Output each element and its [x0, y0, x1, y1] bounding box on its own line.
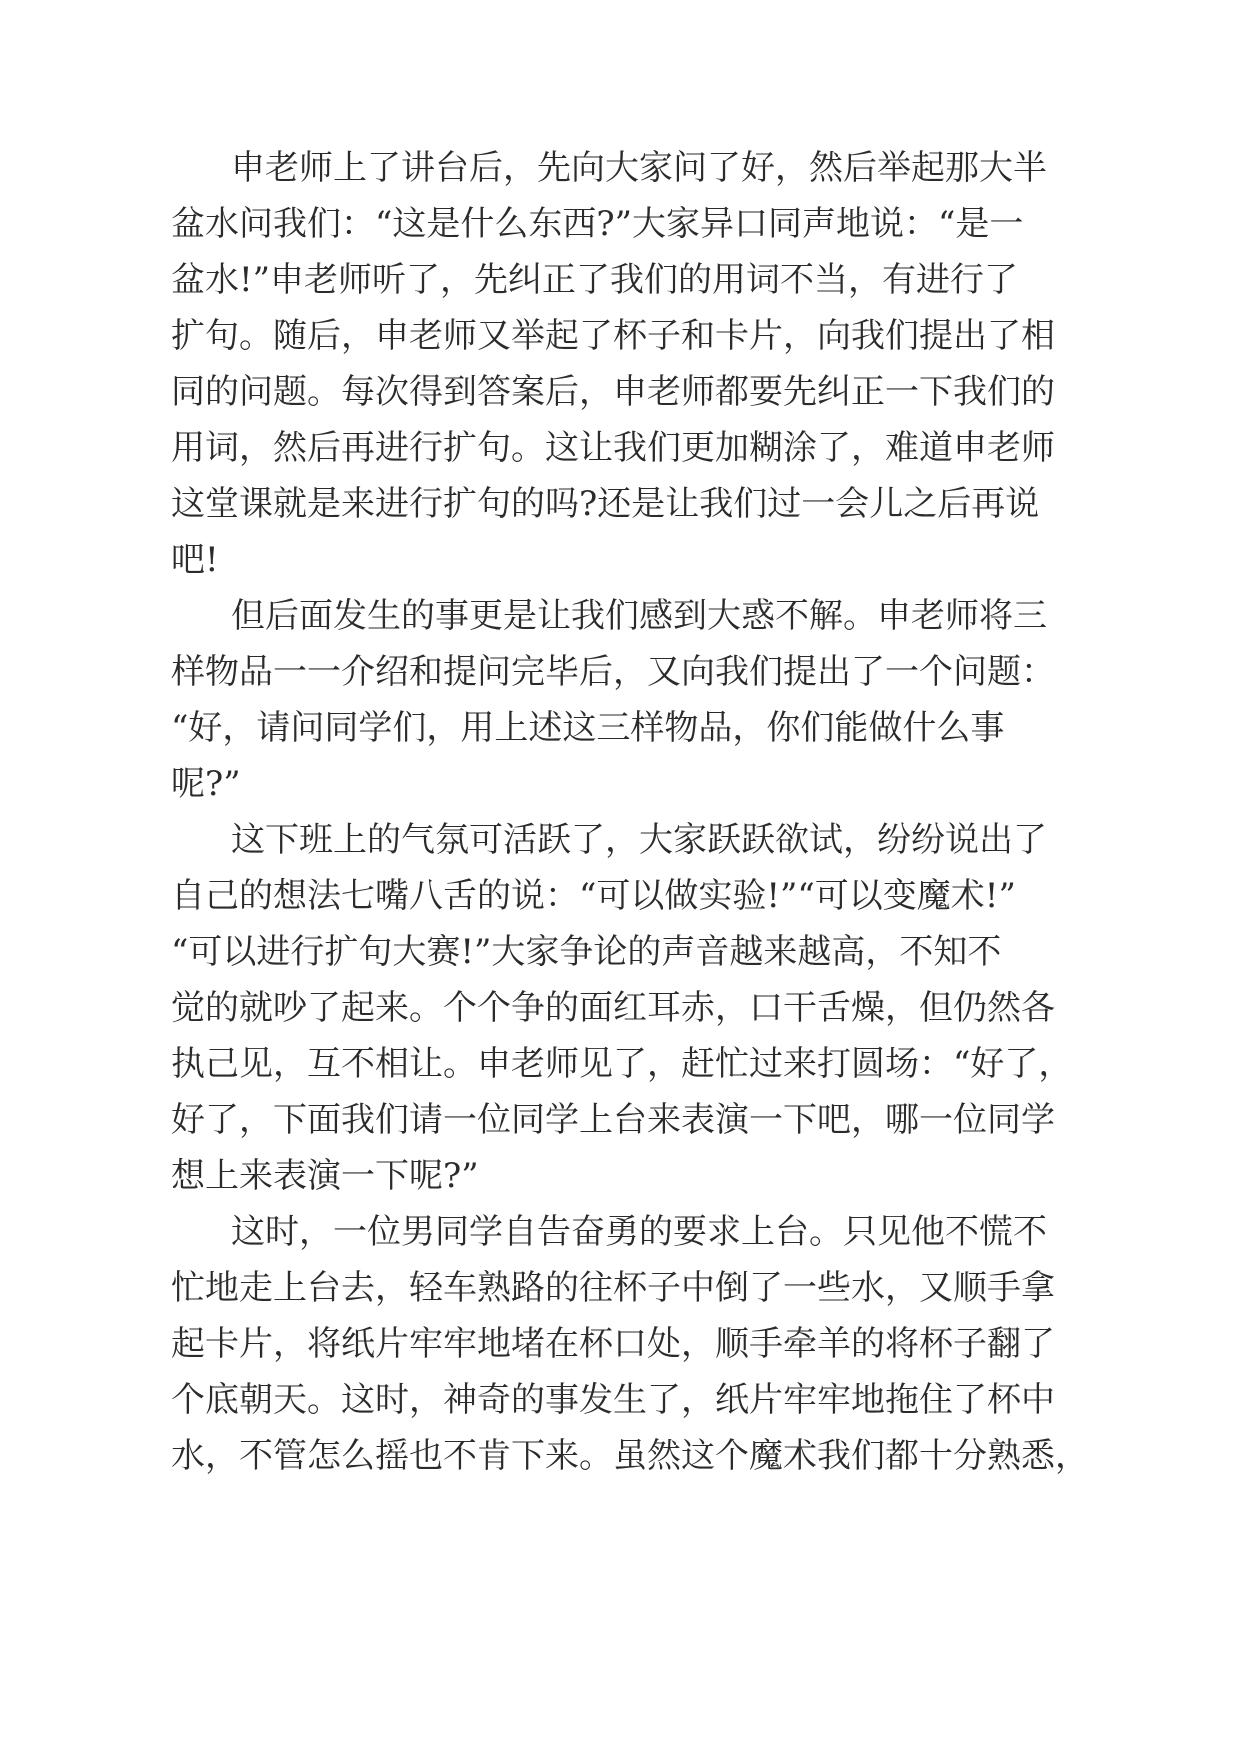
paragraph-4-line-4 — [0, 1369, 1241, 1431]
text-line: 起卡片，将纸片牢牢地堵在杯口处，顺手牵羊的将杯子翻了 — [171, 1324, 1055, 1364]
text-line: 同的问题。每次得到答案后，申老师都要先纠正一下我们的 — [171, 372, 1055, 412]
paragraph-1-line-8 — [0, 529, 1241, 591]
paragraph-1-line-2 — [0, 193, 1241, 255]
paragraph-1-line-7 — [0, 473, 1241, 535]
text-line: 自己的想法七嘴八舌的说：“可以做实验!”“可以变魔术!” — [171, 876, 1016, 916]
paragraph-3-line-6 — [0, 1089, 1241, 1151]
paragraph-3-line-7 — [0, 1145, 1241, 1207]
text-line: 吧! — [171, 540, 219, 580]
paragraph-2-line-4 — [0, 753, 1241, 815]
text-line: 好了，下面我们请一位同学上台来表演一下吧，哪一位同学 — [171, 1100, 1055, 1140]
paragraph-1-line-3 — [0, 249, 1241, 311]
paragraph-1-line-4 — [0, 305, 1241, 367]
text-line: “好，请问同学们，用上述这三样物品，你们能做什么事 — [171, 708, 1005, 748]
text-line: “可以进行扩句大赛!”大家争论的声音越来越高，不知不 — [171, 932, 1002, 972]
paragraph-3-line-4 — [0, 977, 1241, 1039]
text-line: 这堂课就是来进行扩句的吗?还是让我们过一会儿之后再说 — [171, 484, 1040, 524]
paragraph-3-line-1 — [0, 809, 1241, 871]
paragraph-1-line-1 — [0, 137, 1241, 199]
text-line: 盆水问我们：“这是什么东西?”大家异口同声地说：“是一 — [171, 204, 1024, 244]
text-line: 用词，然后再进行扩句。这让我们更加糊涂了，难道申老师 — [171, 428, 1055, 468]
paragraph-2-line-3 — [0, 697, 1241, 759]
text-line: 扩句。随后，申老师又举起了杯子和卡片，向我们提出了相 — [171, 316, 1055, 356]
paragraph-2-line-1 — [0, 585, 1241, 647]
text-line: 个底朝天。这时，神奇的事发生了，纸片牢牢地拖住了杯中 — [171, 1380, 1055, 1420]
text-line: 想上来表演一下呢?” — [171, 1156, 479, 1196]
text-line: 觉的就吵了起来。个个争的面红耳赤，口干舌燥，但仍然各 — [171, 988, 1055, 1028]
text-line: 样物品一一介绍和提问完毕后，又向我们提出了一个问题： — [171, 652, 1055, 692]
text-line: 忙地走上台去，轻车熟路的往杯子中倒了一些水，又顺手拿 — [171, 1268, 1055, 1308]
paragraph-3-line-2 — [0, 865, 1241, 927]
paragraph-1-line-6 — [0, 417, 1241, 479]
paragraph-3-line-3 — [0, 921, 1241, 983]
text-line: 申老师上了讲台后，先向大家问了好，然后举起那大半 — [231, 148, 1047, 188]
text-line: 这时，一位男同学自告奋勇的要求上台。只见他不慌不 — [231, 1212, 1047, 1252]
paragraph-3-line-5 — [0, 1033, 1241, 1095]
text-line: 执己见，互不相让。申老师见了，赶忙过来打圆场：“好了， — [171, 1044, 1073, 1084]
text-line: 水，不管怎么摇也不肯下来。虽然这个魔术我们都十分熟悉， — [171, 1436, 1089, 1476]
text-line: 呢?” — [171, 764, 241, 804]
paragraph-4-line-5 — [0, 1425, 1241, 1487]
paragraph-2-line-2 — [0, 641, 1241, 703]
text-line: 这下班上的气氛可活跃了，大家跃跃欲试，纷纷说出了 — [231, 820, 1047, 860]
text-line: 但后面发生的事更是让我们感到大惑不解。申老师将三 — [231, 596, 1047, 636]
paragraph-4-line-2 — [0, 1257, 1241, 1319]
paragraph-1-line-5 — [0, 361, 1241, 423]
paragraph-4-line-1 — [0, 1201, 1241, 1263]
paragraph-4-line-3 — [0, 1313, 1241, 1375]
text-line: 盆水!”申老师听了，先纠正了我们的用词不当，有进行了 — [171, 260, 1019, 300]
